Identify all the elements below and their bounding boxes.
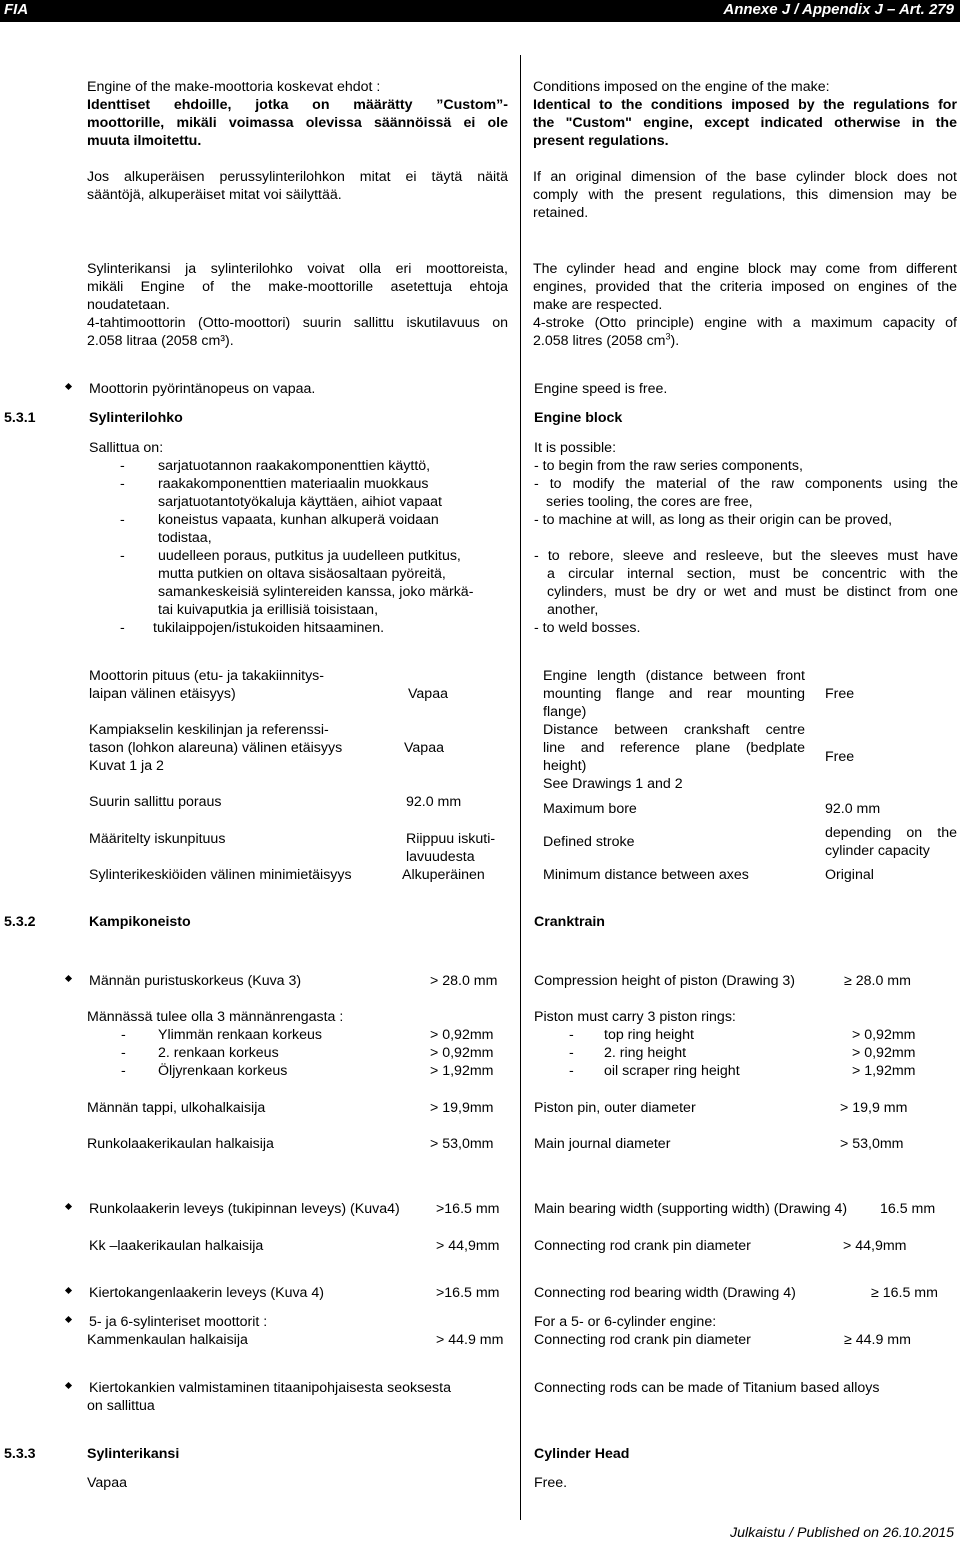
spec-value: > 19,9mm bbox=[430, 1100, 494, 1116]
spec-label: Compression height of piston (Drawing 3) bbox=[534, 973, 796, 989]
text-line: retained. bbox=[533, 205, 589, 221]
spec-label: Kiertokankien valmistaminen titaanipohjaisesta seoksesta bbox=[89, 1380, 451, 1396]
spec-value: > 44.9 mm bbox=[436, 1332, 504, 1348]
spec-value: ≥ 16.5 mm bbox=[871, 1285, 938, 1301]
dim-value: 92.0 mm bbox=[406, 794, 462, 810]
allowed-intro-fi: Sallittua on: bbox=[89, 440, 164, 456]
page-header bbox=[0, 0, 960, 22]
dim-label: Määritelty iskunpituus bbox=[89, 831, 226, 847]
spec-label: Kk –laakerikaulan halkaisija bbox=[89, 1238, 264, 1254]
dim-label: laipan välinen etäisyys) bbox=[89, 686, 236, 702]
speed-fi: Moottorin pyörintänopeus on vapaa. bbox=[89, 381, 316, 397]
item-text: todistaa, bbox=[158, 530, 212, 546]
dash: - bbox=[120, 620, 125, 636]
intro-en bbox=[533, 78, 957, 222]
dim-label: Kuvat 1 ja 2 bbox=[89, 758, 164, 774]
spec-label: 2. renkaan korkeus bbox=[158, 1045, 279, 1061]
text-line: present regulations. bbox=[533, 133, 669, 149]
spec-label: Piston must carry 3 piston rings: bbox=[534, 1009, 736, 1025]
list-item bbox=[120, 457, 515, 475]
spec-label: Connecting rod crank pin diameter bbox=[534, 1332, 751, 1348]
text-part: ). bbox=[670, 333, 680, 349]
dash: - bbox=[120, 512, 125, 528]
intro-fi bbox=[87, 78, 508, 204]
dim-value: Free bbox=[825, 686, 855, 702]
spec-label: Runkolaakerin leveys (tukipinnan leveys) (Kuva4) bbox=[89, 1201, 400, 1217]
dim-label: Sylinterikeskiöiden välinen minimietäisyys bbox=[89, 867, 352, 883]
dash: - bbox=[569, 1063, 574, 1079]
bullet-icon bbox=[65, 1203, 72, 1210]
text-line: The cylinder head and engine block may come from different bbox=[533, 261, 957, 277]
list-item: - to rebore, sleeve and resleeve, but the sleeves must have bbox=[534, 548, 958, 564]
allowed-list-en bbox=[534, 457, 958, 637]
text-part: 2.058 litres (2058 cm bbox=[533, 333, 666, 349]
section-title-fi: Sylinterikansi bbox=[87, 1446, 180, 1462]
list-item bbox=[120, 475, 515, 511]
spec-label: Ylimmän renkaan korkeus bbox=[158, 1027, 323, 1043]
spec-label: 5- ja 6-sylinteriset moottorit : bbox=[89, 1314, 268, 1330]
bullet-icon bbox=[65, 383, 72, 390]
list-item: a circular internal section, must be concentric with the bbox=[547, 566, 958, 582]
dim-value: cylinder capacity bbox=[825, 843, 930, 859]
section-title-fi: Sylinterilohko bbox=[89, 410, 183, 426]
text-line: moottorille, mikäli voimassa olevissa säännöissä ei ole bbox=[87, 115, 508, 131]
dim-label: Minimum distance between axes bbox=[543, 867, 749, 883]
list-item: another, bbox=[547, 602, 599, 618]
dim-label: height) bbox=[543, 758, 587, 774]
text-line: Conditions imposed on the engine of the make: bbox=[533, 79, 830, 95]
spec-label: Kammenkaulan halkaisija bbox=[87, 1332, 248, 1348]
spec-label: Runkolaakerikaulan halkaisija bbox=[87, 1136, 274, 1152]
dim-label: Kampiakselin keskilinjan ja referenssi- bbox=[89, 722, 329, 738]
spec-value: >16.5 mm bbox=[436, 1285, 500, 1301]
dim-label: tason (lohkon alareuna) välinen etäisyys bbox=[89, 740, 343, 756]
list-item bbox=[120, 511, 515, 547]
dim-value: 92.0 mm bbox=[825, 801, 881, 817]
dim-value: depending on the bbox=[825, 825, 957, 841]
dim-label: Distance between crankshaft centre bbox=[543, 722, 805, 738]
cylinder-head-fi: Vapaa bbox=[87, 1475, 127, 1491]
dim-label: Maximum bore bbox=[543, 801, 637, 817]
column-divider bbox=[520, 55, 521, 1520]
list-item bbox=[120, 547, 515, 619]
spec-label: Piston pin, outer diameter bbox=[534, 1100, 696, 1116]
spec-label: on sallittua bbox=[87, 1398, 155, 1414]
item-text: tukilaippojen/istukoiden hitsaaminen. bbox=[153, 620, 385, 636]
spec-value: >16.5 mm bbox=[436, 1201, 500, 1217]
spec-value: > 0,92mm bbox=[852, 1045, 916, 1061]
list-item: series tooling, the cores are free, bbox=[546, 494, 753, 510]
text-line: muuta ilmoitettu. bbox=[87, 133, 202, 149]
item-text: raakakomponenttien materiaalin muokkaus bbox=[158, 476, 429, 492]
bullet-icon bbox=[65, 1316, 72, 1323]
spec-label: Kiertokangenlaakerin leveys (Kuva 4) bbox=[89, 1285, 325, 1301]
dim-value: Alkuperäinen bbox=[402, 867, 485, 883]
list-item: - to weld bosses. bbox=[534, 620, 641, 636]
item-text: samankeskeisiä sylintereiden kanssa, joko märkä- bbox=[158, 584, 474, 600]
dim-value: lavuudesta bbox=[406, 849, 475, 865]
text-line bbox=[533, 332, 957, 350]
text-line: 4-stroke (Otto principle) engine with a maximum capacity of bbox=[533, 315, 957, 331]
spec-label: For a 5- or 6-cylinder engine: bbox=[534, 1314, 717, 1330]
spec-value: ≥ 44.9 mm bbox=[844, 1332, 911, 1348]
text-line: 4-tahtimoottorin (Otto-moottori) suurin sallittu iskutilavuus on bbox=[87, 315, 508, 331]
section-number: 5.3.3 bbox=[4, 1446, 36, 1462]
dim-label: Defined stroke bbox=[543, 834, 635, 850]
header-left: FIA bbox=[4, 1, 29, 18]
dim-value: Free bbox=[825, 749, 855, 765]
dim-label: Moottorin pituus (etu- ja takakiinnitys- bbox=[89, 668, 324, 684]
dim-value-block bbox=[825, 824, 957, 860]
text-line: engines, provided that the criteria imposed on engines of the bbox=[533, 279, 957, 295]
dim-label: Suurin sallittu poraus bbox=[89, 794, 222, 810]
header-right: Annexe J / Appendix J – Art. 279 bbox=[723, 1, 954, 18]
dim-value: Original bbox=[825, 867, 874, 883]
list-item bbox=[120, 619, 515, 637]
cyl-text-fi bbox=[87, 260, 508, 350]
spec-value: > 0,92mm bbox=[430, 1027, 494, 1043]
allowed-list-fi bbox=[120, 457, 515, 637]
dim-value: Vapaa bbox=[408, 686, 448, 702]
item-text: sarjatuotantotyökaluja käyttäen, aihiot vapaat bbox=[158, 494, 442, 510]
text-line: sääntöjä, alkuperäiset mitat voi säilyttää. bbox=[87, 187, 342, 203]
section-title-en: Engine block bbox=[534, 410, 623, 426]
spec-label: Main journal diameter bbox=[534, 1136, 671, 1152]
dim-value: Vapaa bbox=[404, 740, 444, 756]
item-text: mutta putkien on oltava sisäosaltaan pyöreitä, bbox=[158, 566, 446, 582]
text-line: the "Custom" engine, except indicated otherwise in the bbox=[533, 115, 957, 131]
list-item: - to machine at will, as long as their origin can be proved, bbox=[534, 512, 893, 528]
spec-label: Connecting rod bearing width (Drawing 4) bbox=[534, 1285, 796, 1301]
spec-label: Connecting rods can be made of Titanium based alloys bbox=[534, 1380, 880, 1396]
spec-label: top ring height bbox=[604, 1027, 694, 1043]
cyl-text-en bbox=[533, 260, 957, 350]
spec-value: > 1,92mm bbox=[852, 1063, 916, 1079]
spec-value: ≥ 28.0 mm bbox=[844, 973, 911, 989]
spec-value: > 53,0mm bbox=[430, 1136, 494, 1152]
bullet-icon bbox=[65, 975, 72, 982]
dash: - bbox=[121, 1045, 126, 1061]
spec-value: > 19,9 mm bbox=[840, 1100, 908, 1116]
bullet-icon bbox=[65, 1382, 72, 1389]
list-item: cylinders, must be dry or wet and must be distinct from one bbox=[547, 584, 958, 600]
dash: - bbox=[121, 1027, 126, 1043]
spec-label: Männässä tulee olla 3 männänrengasta : bbox=[87, 1009, 344, 1025]
text-line: Engine of the make-moottoria koskevat ehdot : bbox=[87, 79, 381, 95]
spec-value: > 44,9mm bbox=[436, 1238, 500, 1254]
spec-value: 16.5 mm bbox=[880, 1201, 936, 1217]
spec-value: > 0,92mm bbox=[430, 1045, 494, 1061]
dim-label: line and reference plane (bedplate bbox=[543, 740, 805, 756]
dash: - bbox=[120, 476, 125, 492]
section-title-en: Cranktrain bbox=[534, 914, 605, 930]
dash: - bbox=[120, 458, 125, 474]
item-text: uudelleen poraus, putkitus ja uudelleen putkitus, bbox=[158, 548, 461, 564]
spec-label: oil scraper ring height bbox=[604, 1063, 740, 1079]
bullet-icon bbox=[65, 1287, 72, 1294]
dash: - bbox=[120, 548, 125, 564]
dim-value: Riippuu iskuti- bbox=[406, 831, 496, 847]
spec-label: 2. ring height bbox=[604, 1045, 687, 1061]
item-text: sarjatuotannon raakakomponenttien käyttö, bbox=[158, 458, 431, 474]
superscript: 3 bbox=[665, 331, 671, 342]
dim-label: See Drawings 1 and 2 bbox=[543, 776, 683, 792]
item-text: koneistus vapaata, kunhan alkuperä voidaan bbox=[158, 512, 439, 528]
spec-label: Main bearing width (supporting width) (Drawing 4) bbox=[534, 1201, 848, 1217]
item-text: tai kuivaputkia ja erillisiä toisistaan, bbox=[158, 602, 379, 618]
section-number: 5.3.2 bbox=[4, 914, 36, 930]
section-title-en: Cylinder Head bbox=[534, 1446, 630, 1462]
dash: - bbox=[569, 1027, 574, 1043]
text-line: 2.058 litraa (2058 cm³). bbox=[87, 333, 234, 349]
list-item: - to begin from the raw series components, bbox=[534, 458, 803, 474]
speed-en: Engine speed is free. bbox=[534, 381, 668, 397]
spec-label: Männän tappi, ulkohalkaisija bbox=[87, 1100, 266, 1116]
text-line: If an original dimension of the base cylinder block does not bbox=[533, 169, 957, 185]
spec-label: Männän puristuskorkeus (Kuva 3) bbox=[89, 973, 302, 989]
allowed-intro-en: It is possible: bbox=[534, 440, 617, 456]
section-title-fi: Kampikoneisto bbox=[89, 914, 191, 930]
dash: - bbox=[569, 1045, 574, 1061]
text-line: Identtiset ehdoille, jotka on määrätty ”Custom”- bbox=[87, 97, 508, 113]
list-item: - to modify the material of the raw components using the bbox=[534, 476, 958, 492]
dim-label: Engine length (distance between front bbox=[543, 668, 805, 684]
text-line: Sylinterikansi ja sylinterilohko voivat olla eri moottoreista, bbox=[87, 261, 508, 277]
text-line: Identical to the conditions imposed by the regulations for bbox=[533, 97, 957, 113]
cylinder-head-en: Free. bbox=[534, 1475, 568, 1491]
spec-value: > 1,92mm bbox=[430, 1063, 494, 1079]
footer-published: Julkaistu / Published on 26.10.2015 bbox=[729, 1525, 954, 1541]
spec-value: > 53,0mm bbox=[840, 1136, 904, 1152]
dims-en-labels bbox=[543, 667, 805, 793]
section-number: 5.3.1 bbox=[4, 410, 36, 426]
text-line: noudatetaan. bbox=[87, 297, 170, 313]
spec-label: Connecting rod crank pin diameter bbox=[534, 1238, 751, 1254]
text-line: Jos alkuperäisen perussylinterilohkon mitat ei täytä näitä bbox=[87, 169, 508, 185]
spec-label: Öljyrenkaan korkeus bbox=[158, 1063, 288, 1079]
spec-value: > 0,92mm bbox=[852, 1027, 916, 1043]
text-line: comply with the present regulations, this dimension may be bbox=[533, 187, 957, 203]
spec-value: > 28.0 mm bbox=[430, 973, 498, 989]
text-line: make are respected. bbox=[533, 297, 663, 313]
dim-label: flange) bbox=[543, 704, 587, 720]
dim-label: mounting flange and rear mounting bbox=[543, 686, 805, 702]
text-line: mikäli Engine of the make-moottorille asetettuja ehtoja bbox=[87, 279, 508, 295]
dash: - bbox=[121, 1063, 126, 1079]
spec-value: > 44,9mm bbox=[843, 1238, 907, 1254]
